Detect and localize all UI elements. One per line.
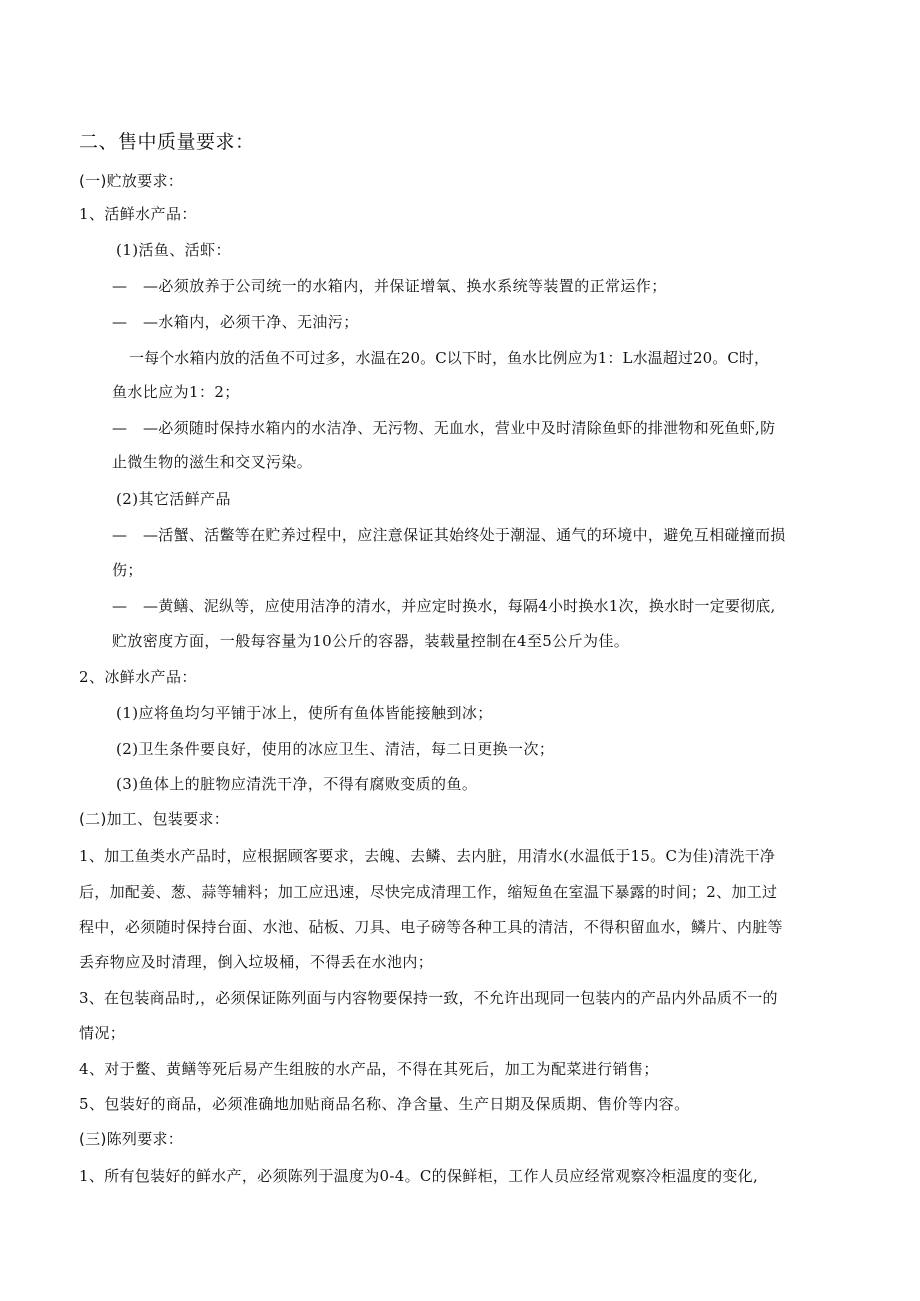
- paragraph-line: 贮放密度方面，一般每容量为10公斤的容器，装载量控制在4至5公斤为佳。: [112, 632, 630, 650]
- item-live-aquatic: 1、活鲜水产品：: [79, 205, 197, 223]
- paragraph-line: 1、加工鱼类水产品时，应根据顾客要求，去魄、去鳞、去内脏，用清水(水温低于15。C为佳)清洗干净: [79, 847, 776, 865]
- paragraph-line: 一每个水箱内放的活鱼不可过多，水温在20。C以下时，鱼水比例应为1：L水温超过20。C时，: [129, 349, 770, 367]
- item-chilled-aquatic: 2、冰鲜水产品：: [79, 668, 197, 686]
- paragraph-line: — —活蟹、活鳖等在贮养过程中，应注意保证其始终处于潮湿、通气的环境中，避免互相碰撞而损: [112, 526, 786, 544]
- sub-item-live-fish: (1)活鱼、活虾：: [116, 241, 231, 259]
- paragraph-line: — —水箱内，必须干净、无油污；: [112, 313, 359, 331]
- paragraph-line: 止微生物的滋生和交叉污染。: [112, 453, 313, 471]
- paragraph-line: 4、对于鳖、黄鳝等死后易产生组胺的水产品，不得在其死后，加工为配菜进行销售；: [79, 1060, 659, 1078]
- paragraph-line: 丢弃物应及时清理，倒入垃圾桶，不得丢在水池内；: [79, 953, 434, 971]
- sub-item-other-live: (2)其它活鲜产品: [116, 490, 231, 508]
- paragraph-line: 伤；: [112, 561, 143, 579]
- paragraph-line: 情况；: [79, 1024, 126, 1042]
- paragraph-line: 程中，必须随时保持台面、水池、砧板、刀具、电子磅等各种工具的清洁，不得积留血水，鳞片、内脏等: [79, 918, 783, 936]
- paragraph-line: 鱼水比应为1：2；: [112, 383, 240, 401]
- paragraph-line: 1、所有包装好的鲜水产，必须陈列于温度为0-4。C的保鲜柜，工作人员应经常观察冷柜温度的变化,: [79, 1167, 759, 1185]
- subsection-title-display: (三)陈列要求：: [79, 1130, 184, 1148]
- paragraph-line: 后，加配姜、葱、蒜等辅料；加工应迅速，尽快完成清理工作，缩短鱼在室温下暴露的时间；2、加工过: [79, 883, 778, 901]
- subsection-title-storage: (一)贮放要求：: [79, 172, 184, 190]
- list-item: (2)卫生条件要良好，使用的冰应卫生、清洁，每二日更换一次；: [116, 740, 555, 758]
- paragraph-line: — —必须随时保持水箱内的水洁净、无污物、无血水，营业中及时清除鱼虾的排泄物和死鱼虾,防: [112, 419, 776, 437]
- paragraph-line: — —必须放养于公司统一的水箱内，并保证增氧、换水系统等装置的正常运作；: [112, 277, 667, 295]
- list-item: (3)鱼体上的脏物应清洗干净，不得有腐败变质的鱼。: [116, 775, 478, 793]
- paragraph-line: 3、在包装商品时,，必须保证陈列面与内容物要保持一致，不允许出现同一包装内的产品内外品质不一的: [79, 989, 778, 1007]
- section-heading: 二、售中质量要求：: [79, 131, 255, 153]
- paragraph-line: — —黄鳝、泥纵等，应使用洁净的清水，并应定时换水，每隔4小时换水1次，换水时一定要彻底,: [112, 597, 776, 615]
- subsection-title-processing: (二)加工、包装要求：: [79, 810, 230, 828]
- list-item: (1)应将鱼均匀平铺于冰上，使所有鱼体皆能接触到冰；: [116, 704, 493, 722]
- paragraph-line: 5、包装好的商品，必须准确地加贴商品名称、净含量、生产日期及保质期、售价等内容。: [79, 1095, 690, 1113]
